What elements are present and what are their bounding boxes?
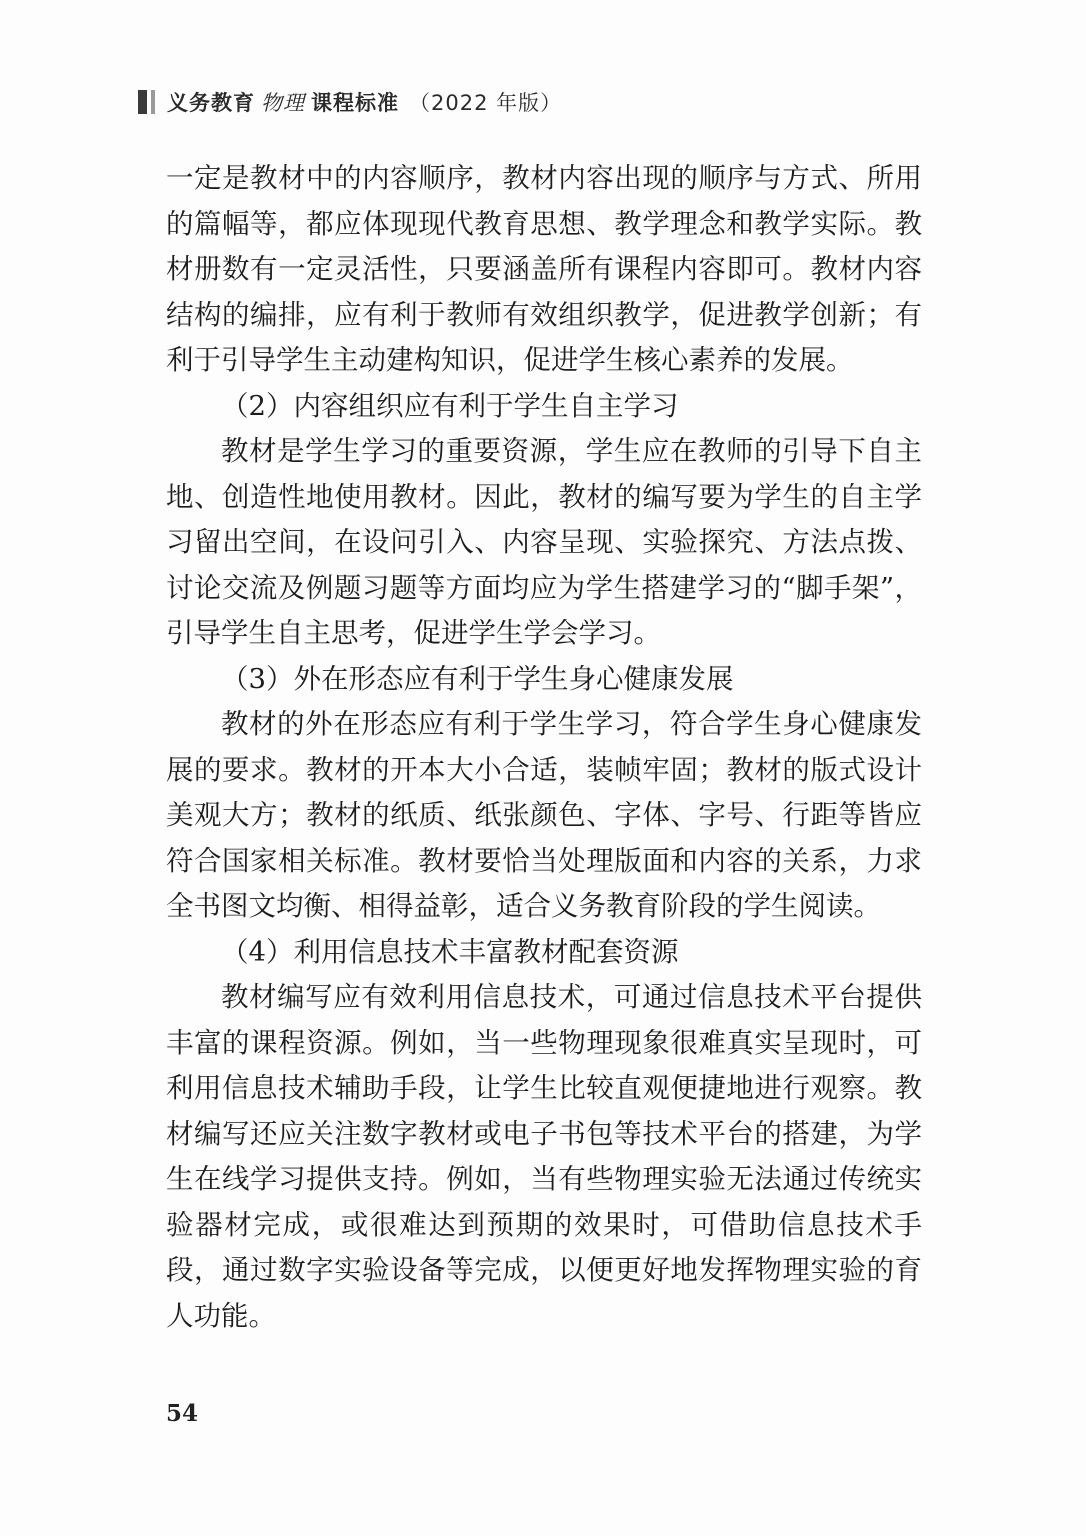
paragraph-3: 教材的外在形态应有利于学生学习，符合学生身心健康发展的要求。教材的开本大小合适，装帧牢固；教材的版式设计美观大方；教材的纸质、纸张颜色、字体、字号、行距等皆应符合国家相关标准。教材要恰当处理版面和内容的关系，力求全书图文均衡、相得益彰，适合义务教育阶段的学生阅读。 bbox=[166, 708, 922, 922]
subheading-2: （2）内容组织应有利于学生自主学习 bbox=[221, 389, 679, 422]
book-title-part2: 课程标准 bbox=[311, 91, 399, 115]
subheading-4: （4）利用信息技术丰富教材配套资源 bbox=[221, 935, 679, 968]
header-bar-mark bbox=[138, 90, 155, 114]
paragraph-4: 教材编写应有效利用信息技术，可通过信息技术平台提供丰富的课程资源。例如，当一些物理现象很难真实呈现时，可利用信息技术辅助手段，让学生比较直观便捷地进行观察。教材编写还应关注数字教材或电子书包等技术平台的搭建，为学生在线学习提供支持。例如，当有些物理实验无法通过传统实验器材完成，或很难达到预期的效果时，可借助信息技术手段，通过数字实验设备等完成，以便更好地发挥物理实验的育人功能。 bbox=[166, 981, 922, 1332]
page-number: 54 bbox=[166, 1400, 199, 1427]
book-edition: （2022 年版） bbox=[409, 91, 563, 115]
body-text bbox=[166, 156, 922, 1339]
running-header bbox=[138, 88, 562, 116]
subheading-3: （3）外在形态应有利于学生身心健康发展 bbox=[221, 662, 734, 695]
book-title-part1: 义务教育 bbox=[167, 91, 255, 115]
paragraph-2: 教材是学生学习的重要资源，学生应在教师的引导下自主地、创造性地使用教材。因此，教材的编写要为学生的自主学习留出空间，在设问引入、内容呈现、实验探究、方法点拨、讨论交流及例题习题等方面均应为学生搭建学习的“脚手架”，引导学生自主思考，促进学生学会学习。 bbox=[166, 435, 922, 649]
book-title bbox=[167, 87, 562, 117]
paragraph-continued: 一定是教材中的内容顺序，教材内容出现的顺序与方式、所用的篇幅等，都应体现现代教育思想、教学理念和教学实际。教材册数有一定灵活性，只要涵盖所有课程内容即可。教材内容结构的编排，应有利于教师有效组织教学，促进教学创新；有利于引导学生主动建构知识，促进学生核心素养的发展。 bbox=[166, 162, 922, 376]
book-title-subject: 物理 bbox=[261, 91, 305, 115]
